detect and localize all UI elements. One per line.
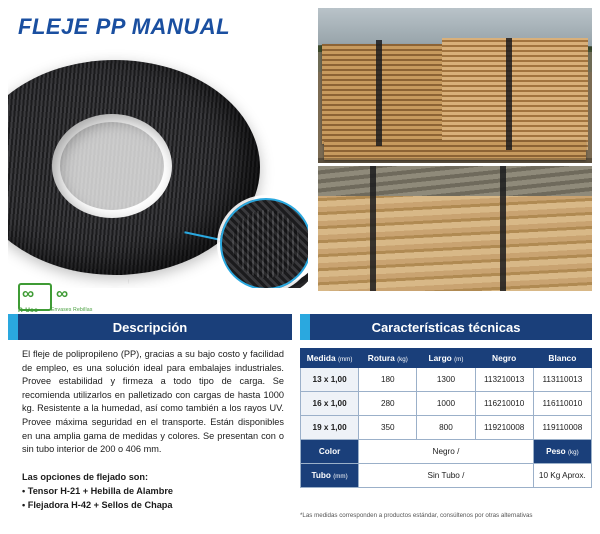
description-header-accent [8,314,18,340]
col-rotura: Rotura (kg) [359,349,417,368]
table-row [301,368,592,392]
options-title: Las opciones de flejado son: [22,472,149,482]
col-largo: Largo (m) [417,349,475,368]
table-row [301,416,592,440]
infinity-icon: ∞ [22,284,35,303]
table-row [301,392,592,416]
photo-strap-band-2 [506,38,512,150]
cell-rotura: 280 [359,392,417,416]
cell-codigo-negro: 113210013 [475,368,533,392]
timber-stack-photo [318,8,592,163]
col-blanco: Blanco [533,349,591,368]
cell-codigo-blanco: 116110010 [533,392,591,416]
table-row-tubo [301,464,592,488]
boards-top-edge [318,166,592,196]
photo-strap-band-1 [376,40,382,146]
cell-codigo-negro: 119210008 [475,416,533,440]
flejado-options [22,470,284,512]
col-negro: Negro [475,349,533,368]
cell-largo: 1300 [417,368,475,392]
cell-tubo-value: Sin Tubo / [359,464,534,488]
timber-bundle-lower [324,140,586,160]
cell-medida: 19 x 1,00 [301,416,359,440]
closeup-strap-band-1 [370,166,376,291]
cell-largo: 1000 [417,392,475,416]
description-paragraph: El fleje de polipropileno (PP), gracias a su bajo costo y facilidad de empleo, es una solución ideal para embalajes industriales. Provee estabilidad y firmeza a todo tipo de carga. Se recomienda utilizarlos en palletizado con cargas de hasta 1000 kg. Resistente a la humedad, así como también a los rayos UV. Provee máxima seguridad en el transporte. Están disponibles en una amplia gama de medidas y colores. Se presentan con o sin tubo interior de 200 o 406 mm. [22,349,284,455]
table-row-color [301,440,592,464]
photo-shadow [318,158,592,163]
logo-name: R-Uso [18,307,39,314]
technical-section-header: Características técnicas [300,314,592,340]
cell-color-value: Negro / [359,440,534,464]
col-medida: Medida (mm) [301,349,359,368]
option-item-2: • Flejadora H-42 + Sellos de Chapa [22,500,173,510]
coil-graphic [8,40,308,288]
cell-medida: 13 x 1,00 [301,368,359,392]
strap-coil-image [8,40,308,288]
strap-texture-zoom-icon [220,198,308,288]
label-color: Color [301,440,359,464]
label-peso: Peso (kg) [533,440,591,464]
cell-largo: 800 [417,416,475,440]
r-uso-logo [18,283,104,314]
page-title: FLEJE PP MANUAL [18,14,231,39]
table-header-row [301,349,592,368]
timber-bundle-end [442,38,588,150]
closeup-strap-band-2 [500,166,506,291]
cell-peso-value: 10 Kg Aprox. [533,464,591,488]
cell-medida: 16 x 1,00 [301,392,359,416]
cell-codigo-blanco: 113110013 [533,368,591,392]
technical-header-accent [300,314,310,340]
option-item-1: • Tensor H-21 + Hebilla de Alambre [22,486,174,496]
label-tubo: Tubo (mm) [301,464,359,488]
table-footnote: *Las medidas corresponden a productos estándar, consúltenos por otras alternativas [300,512,533,519]
cell-codigo-negro: 116210010 [475,392,533,416]
logo-tagline: Envases Rebillas [51,307,93,313]
boards-closeup-photo [318,166,592,291]
cell-rotura: 180 [359,368,417,392]
cell-codigo-blanco: 119110008 [533,416,591,440]
cell-rotura: 350 [359,416,417,440]
infinity-icon-2: ∞ [56,284,69,303]
timber-bundle [322,44,442,144]
description-section-header: Descripción [8,314,292,340]
coil-inner-hole [52,114,172,218]
technical-specs-table [300,348,592,488]
